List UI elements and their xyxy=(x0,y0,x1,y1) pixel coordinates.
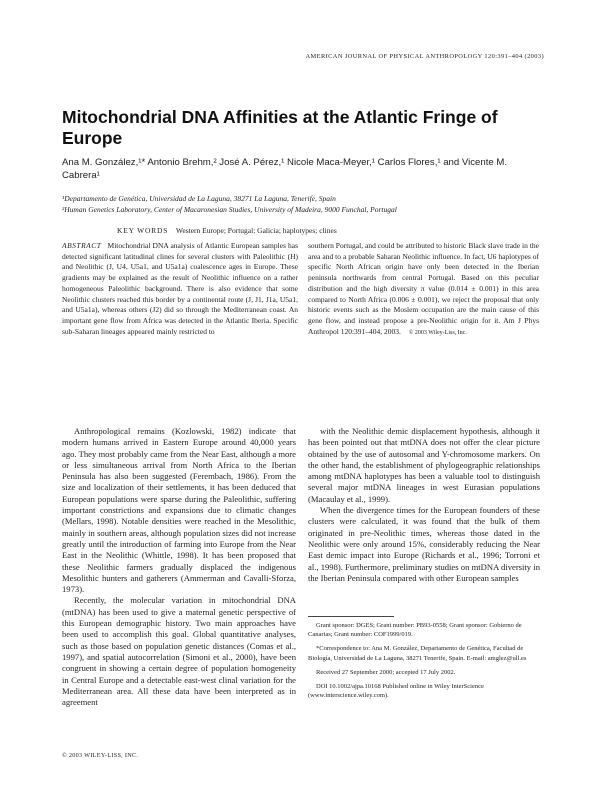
grant-footnote: Grant sponsor: DGES; Grant number: PB93-0558; Grant sponsor: Gobierno de Canarias; Grant number: COF1999/019. xyxy=(308,622,522,639)
page-footer-copyright: © 2003 WILEY-LISS, INC. xyxy=(62,752,139,759)
keywords-label: KEY WORDS xyxy=(117,226,169,235)
abstract-text-right: southern Portugal, and could be attributed to historic Black slave trade in the area and to a probable Saharan Neolithic influence. In fact, U6 haplotypes of specific North African origin have only been detected in the Iberian peninsula northwards from central Portugal. Based on this peculiar distribution and the high diversity π value (0.014 ± 0.001) in this area compared to North Africa (0.006 ± 0.001), we reject the proposal that only historic events such as the Moslem occupation are the main cause of this gene flow, and instead propose a pre-Neolithic origin for it. Am J Phys Anthropol 120:391–404, 2003. xyxy=(308,241,539,336)
received-footnote: Received 27 September 2000; accepted 17 July 2002. xyxy=(316,668,456,676)
author-list: Ana M. González,¹* Antonio Brehm,² José A. Pérez,¹ Nicole Maca-Meyer,¹ Carlos Flores,¹ and Vicente M. Cabrera¹ xyxy=(62,157,508,181)
keywords xyxy=(117,226,337,235)
correspondence-footnote: *Correspondence to: Ana M. González, Departamento de Genética, Facultad de Biología, Universidad de La Laguna, 38271 Tenerife, Spain. E-mail: amglez@ull.es xyxy=(308,645,527,662)
body-left-column xyxy=(62,426,296,708)
affiliation-1: ¹Departamento de Genética, Universidad de La Laguna, 38271 La Laguna, Tenerife, Spain xyxy=(62,194,336,203)
abstract-left-column xyxy=(62,241,298,337)
doi-footnote: DOI 10.1002/ajpa.10168 Published online in Wiley InterScience (www.interscience.wiley.com). xyxy=(308,683,484,700)
affiliation-2: ²Human Genetics Laboratory, Center of Macaronesian Studies, University of Madeira, 9000 Funchal, Portugal xyxy=(62,204,397,214)
affiliations xyxy=(62,194,542,215)
abstract-copyright: © 2003 Wiley-Liss, Inc. xyxy=(408,329,467,336)
abstract-right-column xyxy=(308,241,539,338)
article-title: Mitochondrial DNA Affinities at the Atlantic Fringe of Europe xyxy=(62,107,498,148)
body-paragraph: with the Neolithic demic displacement hypothesis, although it has been pointed out that mtDNA does not offer the clear picture obtained by the use of autosomal and Y-chromosome markers. On the other hand, the establishment of phylogeographic relationships among mtDNA haplotypes has been a valuable tool to distinguish several major mtDNA lineages in west Eurasian populations (Macaulay et al., 1999). xyxy=(308,426,540,504)
journal-header: AMERICAN JOURNAL OF PHYSICAL ANTHROPOLOGY 120:391–404 (2003) xyxy=(305,53,544,60)
footnote-divider xyxy=(308,616,394,617)
abstract-label: ABSTRACT xyxy=(62,241,102,250)
keywords-text: Western Europe; Portugal; Galicia; haplotypes; clines xyxy=(175,226,337,235)
footnotes xyxy=(308,621,540,705)
body-paragraph: When the divergence times for the European founders of these clusters were calculated, it was found that the bulk of them originated in pre-Neolithic times, whereas those dated in the Neolithic were only around 15%, considerably reducing the Near East demic impact into Europe (Richards et al., 1996; Torroni et al., 1998). Furthermore, preliminary studies on mtDNA diversity in the Iberian Peninsula compared with other European samples xyxy=(308,505,540,583)
body-paragraph: Anthropological remains (Kozlowski, 1982) indicate that modern humans arrived in Eastern Europe around 40,000 years ago. They most probably came from the Near East, although a more or less simultaneous arrival from North Africa to the Iberian Peninsula has also been suggested (Ferembach, 1986). From the size and localization of their settlements, it has been deduced that European populations were sparse during the Paleolithic, suffering important constrictions and expansions due to climatic changes (Mellars, 1998). Notable densities were reached in the Mesolithic, mainly in southern areas, although population sizes did not increase greatly until the introduction of farming into Europe from the Near East in the Neolithic (Whittle, 1998). It has been proposed that these Neolithic farmers gradually displaced the indigenous Mesolithic hunters and gatherers (Ammerman and Cavalli-Sforza, 1973). xyxy=(62,426,296,595)
abstract-text-left: Mitochondrial DNA analysis of Atlantic European samples has detected significant latitudinal clines for several clusters with Paleolithic (H) and Neolithic (J, U4, U5a1, and U5a1a) coalescence ages in Europe. These gradients may be explained as the result of Neolithic influence on a rather homogeneous Paleolithic background. There is also evidence that some Neolithic clusters reached this border by a continental route (J, J1, J1a, U5a1, and U5a1a), whereas others (J2) did so through the Mediterranean coast. An important gene flow from Africa was detected in the Atlantic Iberia. Specific sub-Saharan lineages appeared mainly restricted to xyxy=(62,241,299,336)
body-right-column xyxy=(308,426,540,584)
body-paragraph: Recently, the molecular variation in mitochondrial DNA (mtDNA) has been used to give a maternal genetic perspective of this European demographic history. Two main approaches have been used to accomplish this goal. Global quantitative analyses, such as those based on population genetic distances (Comas et al., 1997), and spatial autocorrelation (Simoni et al., 2000), have been congruent in showing a certain degree of population homogeneity in Central Europe and a detectable east-west clinal variation for the Mediterranean area. All these data have been interpreted as in agreement xyxy=(62,595,296,708)
